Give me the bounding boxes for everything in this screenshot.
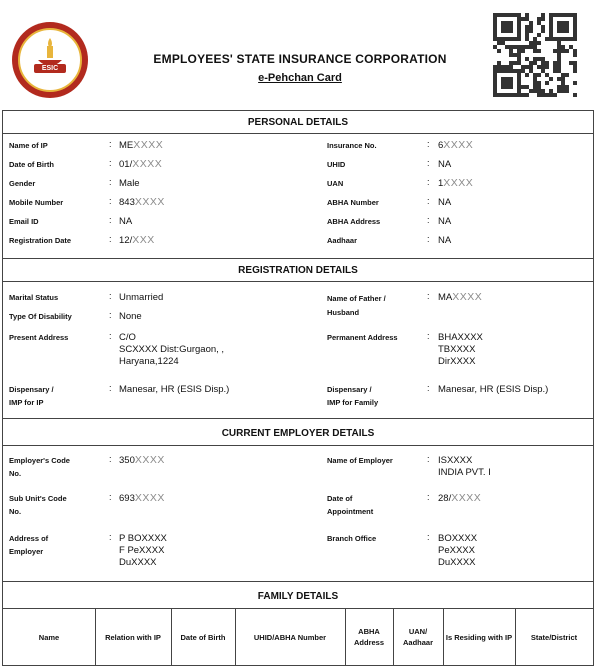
family-column-header: ABHA Address (353, 627, 384, 647)
dispensary-family-label: Dispensary / (327, 385, 372, 394)
table-divider (515, 608, 516, 666)
personal-section-title: PERSONAL DETAILS (247, 117, 349, 128)
colon: : (109, 196, 112, 206)
table-divider (443, 608, 444, 666)
marital-status-value: Unmarried (119, 292, 164, 303)
logo-text: ESIC (41, 65, 59, 72)
colon: : (109, 331, 112, 341)
personal-left-label: Name of IP (9, 141, 48, 150)
personal-right-label: ABHA Number (327, 198, 379, 207)
colon: : (427, 492, 430, 502)
colon: : (109, 532, 112, 542)
family-column-header: State/District (530, 632, 578, 642)
personal-right-value: NA (438, 235, 452, 246)
disability-value: None (119, 311, 142, 322)
father-value: MAXXXX (438, 291, 483, 303)
employer-address-line-2: F PeXXXX (119, 545, 165, 556)
divider (3, 281, 593, 282)
table-divider (95, 608, 96, 666)
colon: : (109, 310, 112, 320)
personal-right-value: NA (438, 197, 452, 208)
personal-right-label: Aadhaar (327, 236, 358, 245)
personal-left-label: Mobile Number (9, 198, 64, 207)
employer-address-label: Address of (9, 534, 49, 543)
colon: : (427, 454, 430, 464)
employer-address-line-1: P BOXXXX (119, 533, 167, 544)
personal-left-value: 843XXXX (119, 196, 165, 208)
subunit-code-label-2: No. (9, 507, 22, 516)
colon: : (427, 383, 430, 393)
colon: : (109, 215, 112, 225)
personal-right-value: 1XXXX (438, 177, 474, 189)
colon: : (427, 196, 430, 206)
family-column-header: UHID/ABHA Number (253, 632, 327, 642)
branch-office-line-2: PeXXXX (438, 545, 475, 556)
personal-left-value: MEXXXX (119, 139, 164, 151)
colon: : (109, 139, 112, 149)
personal-right-value: 6XXXX (438, 139, 474, 151)
father-label-2: Husband (327, 308, 360, 317)
personal-right-label: Insurance No. (327, 141, 377, 150)
appointment-label: Date of (327, 494, 353, 503)
colon: : (109, 291, 112, 301)
permanent-address-line-3: DirXXXX (438, 356, 476, 367)
family-column-header: UAN/ Aadhaar (402, 627, 433, 647)
personal-left-label: Registration Date (9, 236, 72, 245)
dispensary-ip-label: Dispensary / (9, 385, 54, 394)
colon: : (427, 215, 430, 225)
divider (3, 258, 593, 259)
personal-right-value: NA (438, 159, 452, 170)
colon: : (427, 532, 430, 542)
permanent-address-line-2: TBXXXX (438, 344, 476, 355)
divider (3, 608, 593, 609)
dispensary-ip-label-2: IMP for IP (9, 398, 44, 407)
marital-status-label: Marital Status (9, 293, 59, 302)
colon: : (109, 234, 112, 244)
personal-left-value: 12/XXX (119, 234, 155, 246)
colon: : (427, 177, 430, 187)
disability-label: Type Of Disability (9, 312, 72, 321)
divider (3, 581, 593, 582)
father-label: Name of Father / (327, 294, 386, 303)
present-address-label: Present Address (9, 333, 69, 342)
card-title: e-Pehchan Card (258, 72, 342, 84)
present-address-line-2: SCXXXX Dist:Gurgaon, , (119, 344, 225, 355)
present-address-line-3: Haryana,1224 (119, 356, 179, 367)
family-column-header: Name (38, 632, 60, 642)
colon: : (427, 234, 430, 244)
family-column-header: Relation with IP (105, 632, 161, 642)
personal-left-value: 01/XXXX (119, 158, 163, 170)
colon: : (109, 158, 112, 168)
colon: : (109, 383, 112, 393)
dispensary-ip-value: Manesar, HR (ESIS Disp.) (119, 384, 230, 395)
employer-name-line-1: ISXXXX (438, 455, 473, 466)
personal-right-label: ABHA Address (327, 217, 381, 226)
organization-name: EMPLOYEES' STATE INSURANCE CORPORATION (153, 52, 447, 66)
dispensary-family-label-2: IMP for Family (327, 398, 379, 407)
employer-name-label: Name of Employer (327, 456, 393, 465)
divider (3, 418, 593, 419)
subunit-code-value: 693XXXX (119, 492, 165, 504)
permanent-address-line-1: BHAXXXX (438, 332, 483, 343)
employer-code-value: 350XXXX (119, 454, 165, 466)
colon: : (427, 331, 430, 341)
personal-left-value: Male (119, 178, 140, 189)
table-divider (393, 608, 394, 666)
registration-section-title: REGISTRATION DETAILS (238, 265, 358, 276)
personal-left-label: Email ID (9, 217, 39, 226)
personal-left-label: Date of Birth (9, 160, 54, 169)
table-divider (345, 608, 346, 666)
personal-right-label: UAN (327, 179, 344, 188)
colon: : (109, 492, 112, 502)
personal-right-label: UHID (327, 160, 346, 169)
colon: : (427, 139, 430, 149)
employer-name-line-2: INDIA PVT. I (438, 467, 491, 478)
branch-office-label: Branch Office (327, 534, 377, 543)
family-column-header: Is Residing with IP (445, 632, 513, 642)
branch-office-line-3: DuXXXX (438, 557, 476, 568)
dispensary-family-value: Manesar, HR (ESIS Disp.) (438, 384, 549, 395)
family-column-header: Date of Birth (180, 632, 226, 642)
table-divider (235, 608, 236, 666)
employer-code-label-2: No. (9, 469, 22, 478)
colon: : (427, 291, 430, 301)
personal-right-value: NA (438, 216, 452, 227)
employer-section-title: CURRENT EMPLOYER DETAILS (221, 428, 375, 439)
branch-office-line-1: BOXXXX (438, 533, 478, 544)
appointment-label-2: Appointment (327, 507, 374, 516)
qr-code-icon (492, 12, 578, 98)
appointment-value: 28/XXXX (438, 492, 482, 504)
personal-left-value: NA (119, 216, 133, 227)
present-address-line-1: C/O (119, 332, 136, 343)
employer-address-line-3: DuXXXX (119, 557, 157, 568)
colon: : (109, 454, 112, 464)
table-divider (171, 608, 172, 666)
divider (3, 133, 593, 134)
employer-code-label: Employer's Code (9, 456, 70, 465)
subunit-code-label: Sub Unit's Code (9, 494, 67, 503)
divider (3, 445, 593, 446)
family-section-title: FAMILY DETAILS (257, 591, 339, 602)
employer-address-label-2: Employer (9, 547, 44, 556)
colon: : (427, 158, 430, 168)
personal-left-label: Gender (9, 179, 36, 188)
permanent-address-label: Permanent Address (327, 333, 398, 342)
details-box (2, 110, 594, 666)
colon: : (109, 177, 112, 187)
